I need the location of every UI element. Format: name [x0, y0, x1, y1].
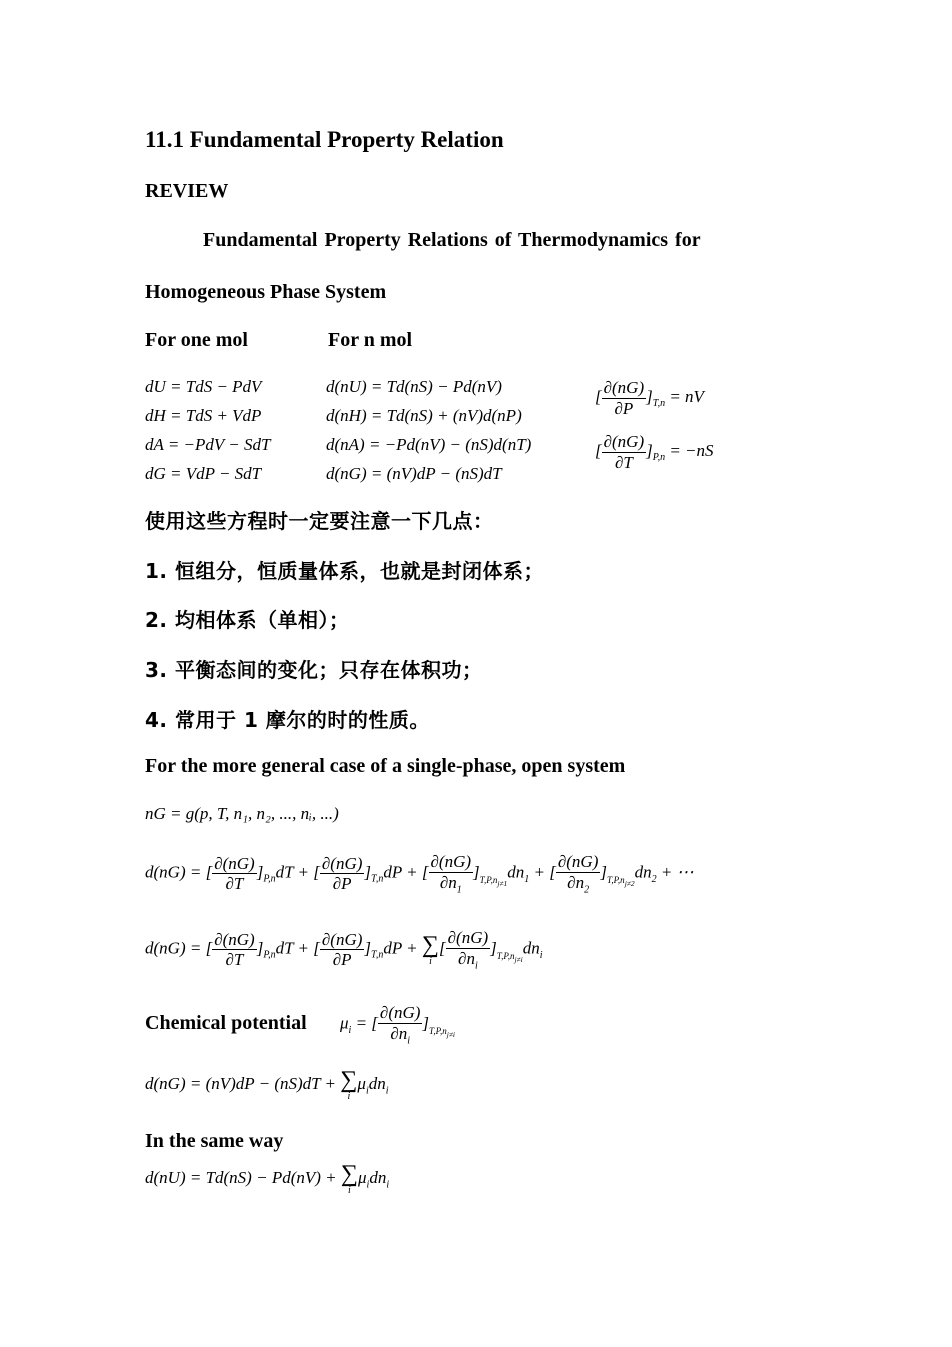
cn-item-4: 4. 常用于 1 摩尔的时的性质。 — [145, 708, 430, 732]
intro-line-1: Fundamental Property Relations of Thermodynamics for — [203, 229, 701, 251]
ng-function: nG = g(p, T, n₁, n₂, ..., nᵢ, ...) — [145, 804, 339, 823]
dnu-mu: d(nU) = Td(nS) − Pd(nV) + ∑ i $\mu_idn_i$ — [145, 1161, 390, 1196]
cn-note: 使用这些方程时一定要注意一下几点： — [145, 509, 494, 533]
dng-sum: d(nG) = [ $\frac{\partial(nG)}{\partial T}$ ]$_{P,n}dT$ + [ $\frac{\partial(nG)}{\partial P}$ ]$_{T,n}dP$ + ∑ i [ $\frac{\partial(nG)}{\partial n_i}$ ]$_{T,P,n_{j\ne i}}dn_i$ — [145, 928, 543, 971]
chem-potential-def: $\mu_i$ = [ $\frac{\partial(nG)}{\partial n_i}$ ]$_{T,P,n_{j\ne i}}$ — [340, 1003, 456, 1046]
eq-dg: dG = VdP − SdT — [145, 464, 262, 483]
same-way-label: In the same way — [145, 1130, 284, 1152]
dng-mu: d(nG) = (nV)dP − (nS)dT + ∑ i $\mu_idn_i$ — [145, 1067, 389, 1102]
eq-du: dU = TdS − PdV — [145, 377, 262, 396]
partial-ng-t: [ $\frac{\partial(nG)}{\partial T}$ ]$_{P,n} = -nS$ — [595, 432, 714, 472]
dng-expansion: d(nG) = [ $\frac{\partial(nG)}{\partial T}$ ]$_{P,n}dT$ + [ $\frac{\partial(nG)}{\partial P}$ ]$_{T,n}dP$ + [ $\frac{\partial(nG)}{\partial n_1}$ ]$_{T,P,n_{j\ne 1}}dn_1$ + [ $\frac{\partial(nG)}{\partial n_2}$ ]$_{T,P,n_{j\ne 2}}dn_2$ + ⋯ — [145, 852, 694, 895]
eq-da: dA = −PdV − SdT — [145, 435, 271, 454]
cn-item-3: 3. 平衡态间的变化；只存在体积功； — [145, 658, 483, 682]
eq-dnh: d(nH) = Td(nS) + (nV)d(nP) — [326, 406, 522, 425]
one-mol-equations — [145, 372, 270, 488]
eq-dna: d(nA) = −Pd(nV) − (nS)d(nT) — [326, 435, 532, 454]
col-n-mol: For n mol — [328, 329, 413, 351]
page-title: 11.1 Fundamental Property Relation — [145, 127, 504, 152]
general-case-heading: For the more general case of a single-phase, open system — [145, 755, 626, 777]
chem-potential-label: Chemical potential — [145, 1012, 307, 1034]
review-label: REVIEW — [145, 180, 229, 202]
partial-ng-p: [ $\frac{\partial(nG)}{\partial P}$ ]$_{T,n}$ = nV — [595, 378, 704, 418]
cn-item-2: 2. 均相体系（单相）； — [145, 608, 350, 632]
eq-dh: dH = TdS + VdP — [145, 406, 262, 425]
n-mol-equations — [326, 372, 531, 488]
intro-line-2: Homogeneous Phase System — [145, 281, 387, 303]
col-one-mol: For one mol — [145, 329, 248, 351]
cn-item-1: 1. 恒组分，恒质量体系，也就是封闭体系； — [145, 559, 544, 583]
eq-dng: d(nG) = (nV)dP − (nS)dT — [326, 464, 502, 483]
eq-dnu: d(nU) = Td(nS) − Pd(nV) — [326, 377, 502, 396]
